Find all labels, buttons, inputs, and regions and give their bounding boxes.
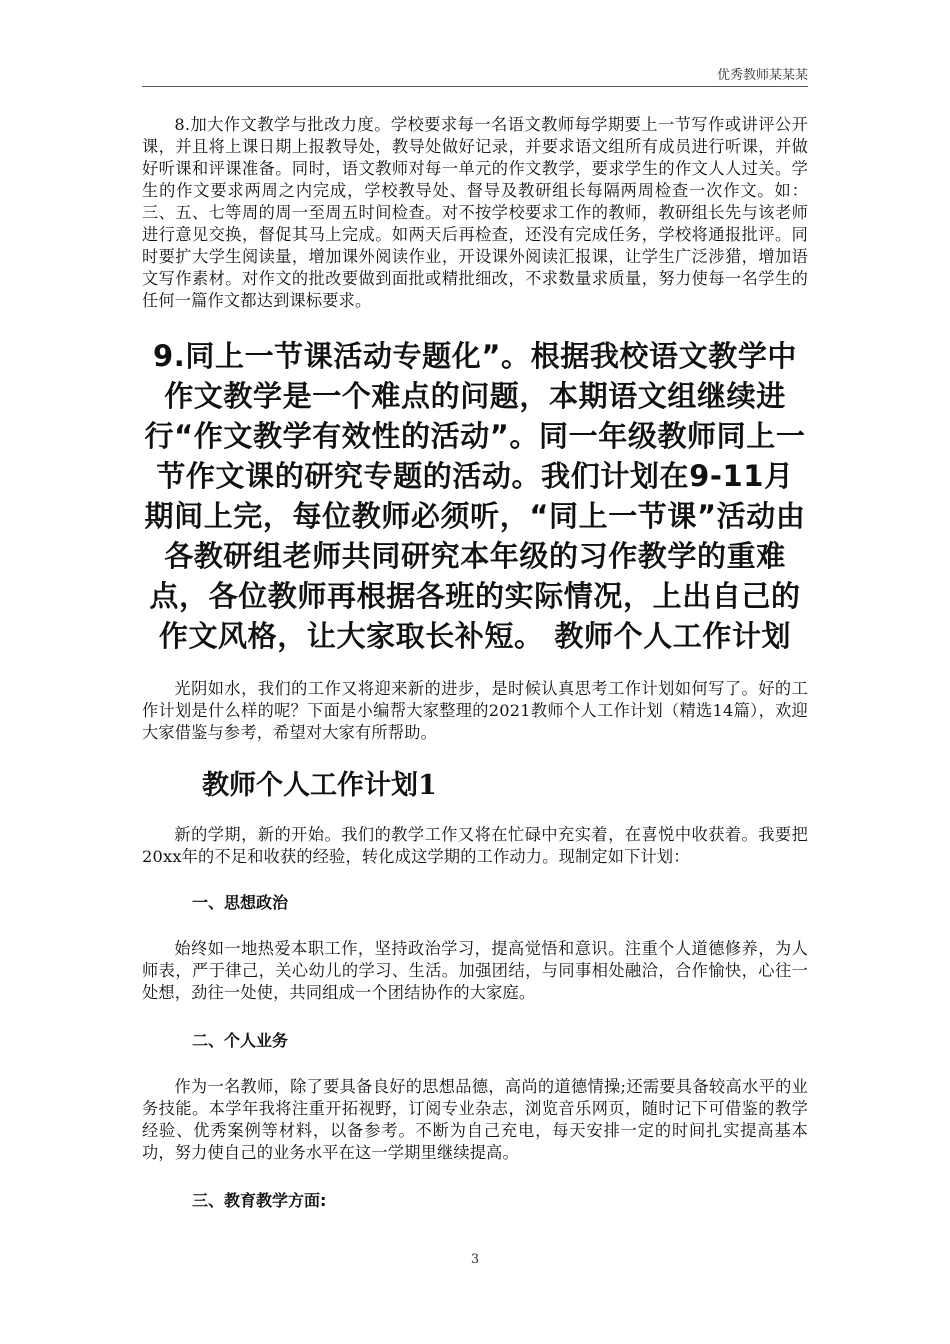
heading-business: 二、个人业务: [192, 1031, 289, 1050]
intro-paragraph: 光阴如水，我们的工作又将迎来新的进步，是时候认真思考工作计划如何写了。好的工作计划是什么样的呢？下面是小编帮大家整理的2021教师个人工作计划（精选14篇），欢迎大家借鉴与参考，希望对大家有所帮助。: [142, 679, 808, 742]
paragraph-8: 8.加大作文教学与批改力度。学校要求每一名语文教师每学期要上一节写作或讲评公开课，并且将上课日期上报教导处，教导处做好记录，并要求语文组所有成员进行听课，并做好听课和评课准备。同时，语文教师对每一单元的作文教学，要求学生的作文人人过关。学生的作文要求两周之内完成，学校教导处、督导及教研组长每隔两周检查一次作文。如：三、五、七等周的周一至周五时间检查。对不按学校要求工作的教师，教研组长先与该老师进行意见交换，督促其马上完成。如两天后再检查，还没有完成任务，学校将通报批评。同时要扩大学生阅读量，增加课外阅读作业，开设课外阅读汇报课，让学生广泛涉猎，增加语文写作素材。对作文的批改要做到面批或精批细改，不求数量求质量，努力使每一名学生的任何一篇作文都达到课标要求。: [142, 115, 808, 310]
paragraph-9-large: 9.同上一节课活动专题化”。根据我校语文教学中作文教学是一个难点的问题，本期语文组继续进行“作文教学有效性的活动”。同一年级教师同上一节作文课的研究专题的活动。我们计划在9-11月期间上完，每位教师必须听，“同上一节课”活动由各教研组老师共同研究本年级的习作教学的重难点，各位教师再根据各班的实际情况，上出自己的作文风格，让大家取长补短。 教师个人工作计划: [144, 339, 806, 653]
politics-paragraph: 始终如一地热爱本职工作，坚持政治学习，提高觉悟和意识。注重个人道德修养，为人师表，严于律己，关心幼儿的学习、生活。加强团结，与同事相处融洽，合作愉快，心往一处想，劲往一处使，共同组成一个团结协作的大家庭。: [142, 939, 808, 1002]
header-author: 优秀教师某某某: [716, 68, 808, 83]
heading-teaching: 三、教育教学方面:: [192, 1191, 327, 1210]
section-title: 教师个人工作计划1: [202, 770, 437, 801]
page-content: [142, 114, 808, 1212]
heading-politics: 一、思想政治: [192, 893, 289, 912]
header-rule: [142, 86, 808, 87]
business-paragraph: 作为一名教师，除了要具备良好的思想品德，高尚的道德情操;还需要具备较高水平的业务技能。本学年我将注重开拓视野，订阅专业杂志，浏览音乐网页，随时记下可借鉴的教学经验、优秀案例等材料，以备参考。不断为自己充电，每天安排一定的时间扎实提高基本功，努力使自己的业务水平在这一学期里继续提高。: [142, 1077, 808, 1162]
page-number: 3: [470, 1252, 480, 1267]
opening-paragraph: 新的学期，新的开始。我们的教学工作又将在忙碌中充实着，在喜悦中收获着。我要把20xx年的不足和收获的经验，转化成这学期的工作动力。现制定如下计划：: [142, 825, 808, 866]
